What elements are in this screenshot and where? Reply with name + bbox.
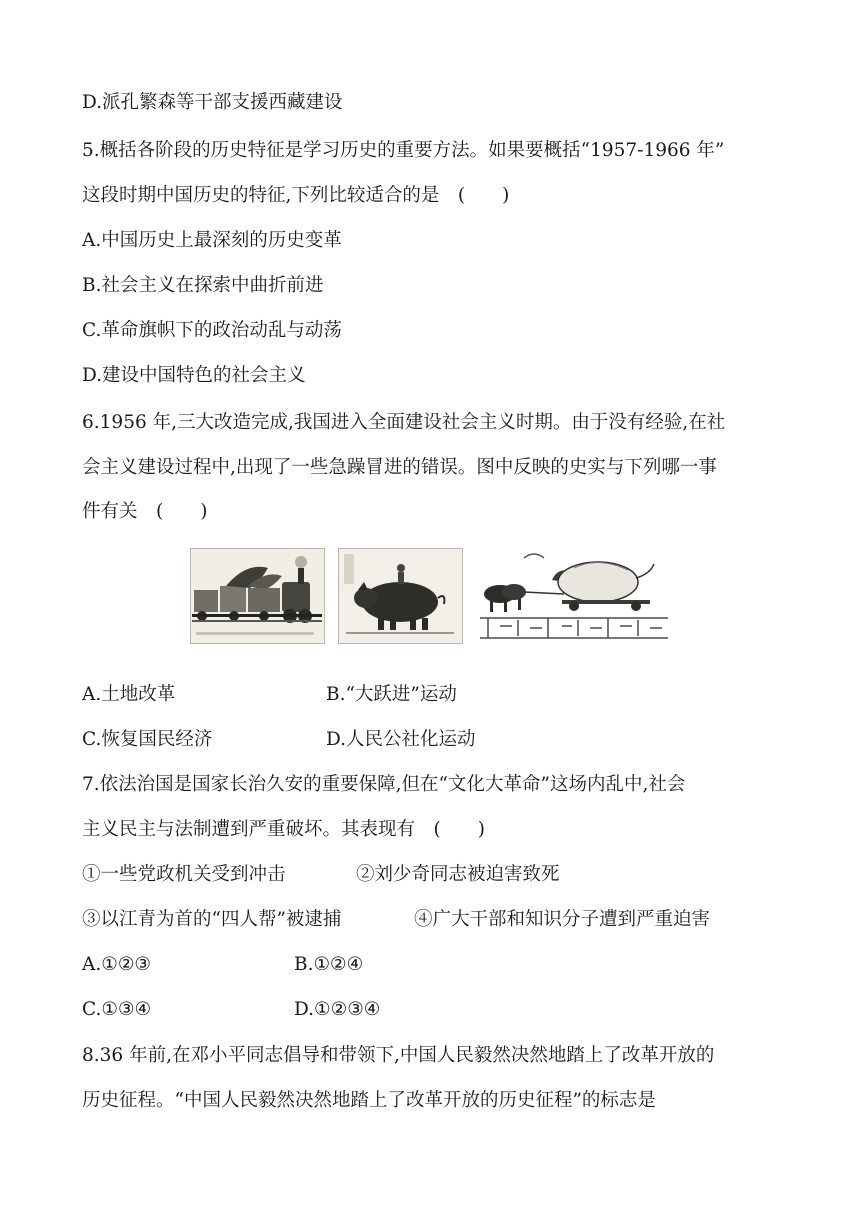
q5-option-a: A.中国历史上最深刻的历史变革: [82, 230, 342, 251]
q6-cartoon-illustrations: [190, 548, 670, 648]
train-cartoon-image: [190, 548, 325, 644]
q6-option-d: D.人民公社化运动: [326, 729, 476, 750]
q7-stem-line-2: 主义民主与法制遭到严重破坏。其表现有 ( ): [82, 819, 485, 840]
q5-option-b: B.社会主义在探索中曲折前进: [82, 275, 324, 296]
q7-item-4: ④广大干部和知识分子遭到严重迫害: [414, 909, 711, 930]
q6-option-b: B.“大跃进”运动: [326, 684, 457, 705]
q6-stem-line-3: 件有关 ( ): [82, 501, 208, 522]
q7-option-c: C.①③④: [82, 999, 152, 1020]
q6-stem-line-2: 会主义建设过程中,出现了一些急躁冒进的错误。图中反映的史实与下列哪一事: [82, 457, 717, 478]
q6-stem-line-1: 6.1956 年,三大改造完成,我国进入全面建设社会主义时期。由于没有经验,在社: [82, 412, 726, 433]
q4-option-d: D.派孔繁森等干部支援西藏建设: [82, 92, 343, 113]
q5-stem-line-1: 5.概括各阶段的历史特征是学习历史的重要方法。如果要概括“1957-1966 年”: [82, 140, 725, 161]
q7-stem-line-1: 7.依法治国是国家长治久安的重要保障,但在“文化大革命”这场内乱中,社会: [82, 774, 686, 795]
q7-item-2: ②刘少奇同志被迫害致死: [356, 864, 560, 885]
q5-option-d: D.建设中国特色的社会主义: [82, 365, 306, 386]
q5-option-c: C.革命旗帜下的政治动乱与动荡: [82, 320, 342, 341]
ox-cart-cartoon-image: [478, 548, 670, 644]
q6-option-a: A.土地改革: [82, 684, 176, 705]
pig-cartoon-image: [338, 548, 463, 644]
q6-option-c: C.恢复国民经济: [82, 729, 213, 750]
q5-stem-line-2: 这段时期中国历史的特征,下列比较适合的是 ( ): [82, 185, 510, 206]
q7-item-1: ①一些党政机关受到冲击: [82, 864, 286, 885]
q8-stem-line-1: 8.36 年前,在邓小平同志倡导和带领下,中国人民毅然决然地踏上了改革开放的: [82, 1045, 715, 1066]
q7-option-a: A.①②③: [82, 954, 151, 975]
q7-item-3: ③以江青为首的“四人帮”被逮捕: [82, 909, 342, 930]
q8-stem-line-2: 历史征程。“中国人民毅然决然地踏上了改革开放的历史征程”的标志是: [82, 1090, 656, 1111]
q7-option-b: B.①②④: [294, 954, 364, 975]
q7-option-d: D.①②③④: [294, 999, 381, 1020]
